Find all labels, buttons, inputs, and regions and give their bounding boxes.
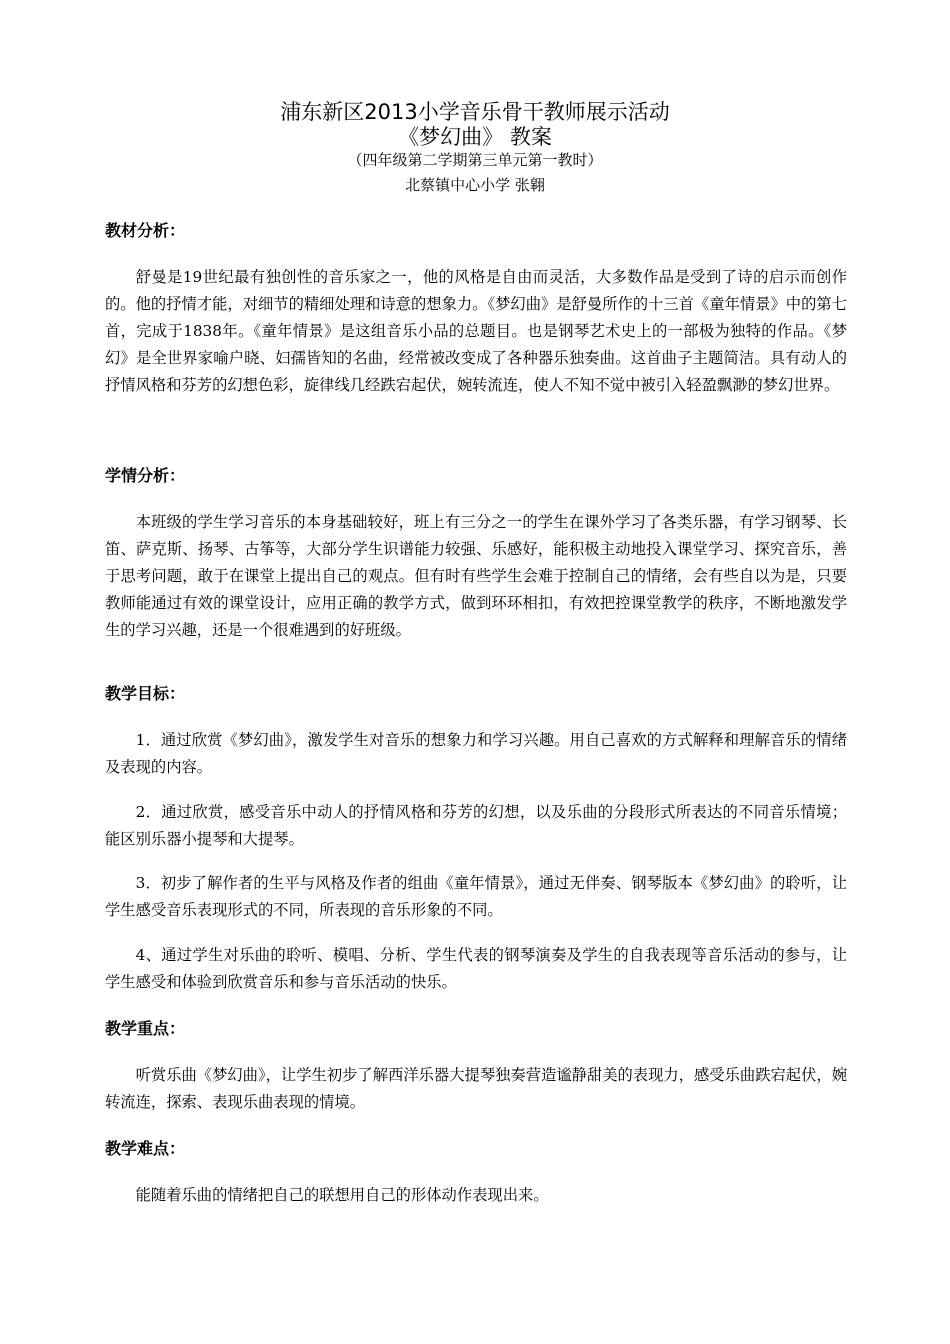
difficulties-text: 能随着乐曲的情绪把自己的联想用自己的形体动作表现出来。	[135, 1186, 549, 1204]
goal-item-1: 1．通过欣赏《梦幻曲》，激发学生对音乐的想象力和学习兴趣。用自己喜欢的方式解释和理解音乐的情绪及表现的内容。	[105, 731, 847, 776]
lesson-info: （四年级第二学期第三单元第一教时）	[347, 151, 603, 169]
goal-item-3: 3．初步了解作者的生平与风格及作者的组曲《童年情景》，通过无伴奏、钢琴版本《梦幻曲》的聆听，让学生感受音乐表现形式的不同，所表现的音乐形象的不同。	[105, 874, 847, 919]
material-analysis-text: 舒曼是19世纪最有独创性的音乐家之一，他的风格是自由而灵活，大多数作品是受到了诗的启示而创作的。他的抒情才能，对细节的精细处理和诗意的想象力。《梦幻曲》是舒曼所作的十三首《童年情景》中的第七首，完成于1838年。《童年情景》是这组音乐小品的总题目。也是钢琴艺术史上的一部极为独特的作品。《梦幻》是全世界家喻户晓、妇孺皆知的名曲，经常被改变成了各种器乐独奏曲。这首曲子主题简洁。具有动人的抒情风格和芬芳的幻想色彩，旋律线几经跌宕起伏，婉转流连，使人不知不觉中被引入轻盈飘渺的梦幻世界。	[105, 268, 847, 394]
student-analysis-text: 本班级的学生学习音乐的本身基础较好，班上有三分之一的学生在课外学习了各类乐器，有学习钢琴、长笛、萨克斯、扬琴、古筝等，大部分学生识谱能力较强、乐感好，能积极主动地投入课堂学习、探究音乐，善于思考问题，敢于在课堂上提出自己的观点。但有时有些学生会难于控制自己的情绪，会有些自以为是，只要教师能通过有效的课堂设计，应用正确的教学方式，做到环环相扣，有效把控课堂教学的秩序，不断地激发学生的学习兴趣，还是一个很难遇到的好班级。	[105, 513, 847, 639]
student-analysis-heading: 学情分析：	[105, 466, 186, 485]
document-title: 浦东新区2013小学音乐骨干教师展示活动	[280, 100, 670, 124]
document-subtitle: 《梦幻曲》 教案	[398, 125, 552, 149]
difficulties-heading: 教学难点：	[105, 1139, 186, 1158]
goal-item-2: 2．通过欣赏，感受音乐中动人的抒情风格和芬芳的幻想，以及乐曲的分段形式所表达的不同音乐情境；能区别乐器小提琴和大提琴。	[105, 803, 847, 848]
key-points-text: 听赏乐曲《梦幻曲》，让学生初步了解西洋乐器大提琴独奏营造谧静甜美的表现力，感受乐曲跌宕起伏，婉转流连，探索、表现乐曲表现的情境。	[105, 1066, 847, 1111]
material-analysis-heading: 教材分析：	[105, 221, 186, 240]
author-line: 北蔡镇中心小学 张翱	[405, 176, 545, 194]
goal-item-4: 4、通过学生对乐曲的聆听、模唱、分析、学生代表的钢琴演奏及学生的自我表现等音乐活动的参与，让学生感受和体验到欣赏音乐和参与音乐活动的快乐。	[105, 946, 847, 991]
key-points-heading: 教学重点：	[105, 1019, 186, 1038]
teaching-goals-heading: 教学目标：	[105, 684, 186, 703]
